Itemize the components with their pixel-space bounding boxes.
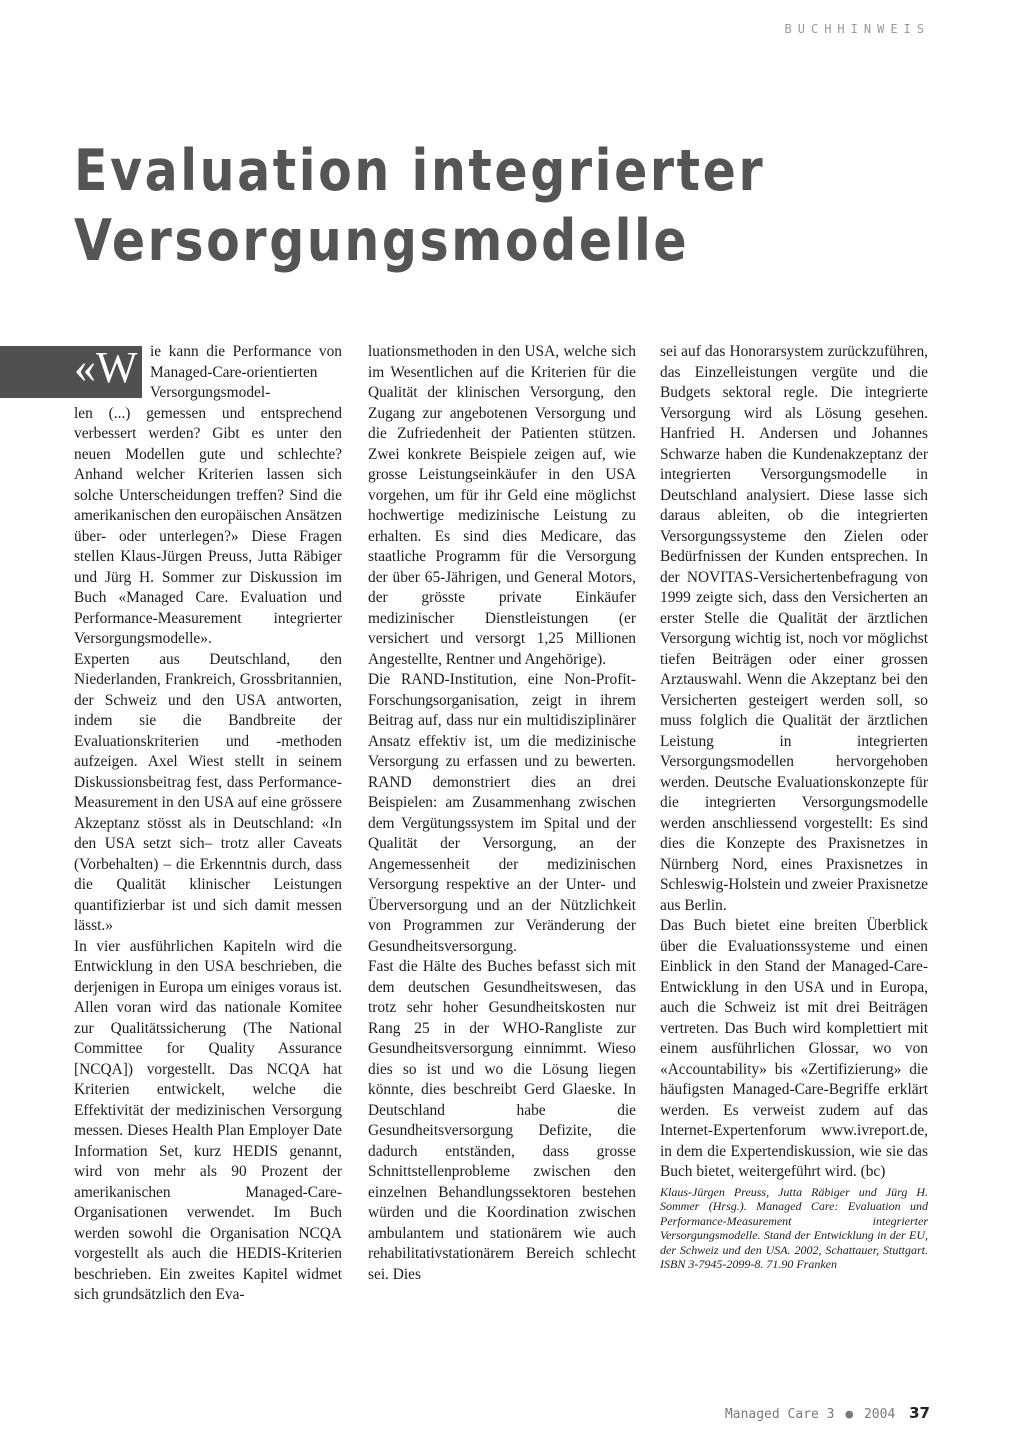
magazine-name: Managed Care xyxy=(724,1407,819,1422)
page-footer xyxy=(725,1404,930,1422)
column-3 xyxy=(660,342,928,1272)
issue-number: 3 xyxy=(826,1407,835,1422)
paragraph: Experten aus Deutschland, den Niederlanden, Frankreich, Grossbritannien, der Schweiz und den USA antworten, indem sie die Bandbreite der Evaluationskriterien und -methoden aufzeigen. Axel Wiest stellt in seinem Diskussionsbeitrag fest, dass Performance-Measurement in den USA auf eine grössere Akzeptanz stösst als in Deutschland: «In den USA setzt sich– trotz aller Caveats (Vorbehalten) – die Erkenntnis durch, dass die Qualität klinischer Leistungen quantifizierbar ist und sich damit messen lässt.» xyxy=(74,650,342,934)
paragraph: Fast die Hälte des Buches befasst sich mit dem deutschen Gesundheitswesen, das trotz sehr hoher Gesundheitskosten nur Rang 25 in der WHO-Rangliste zur Gesundheitsversorgung einnimmt. Wieso dies so ist und wo die Lösung liegen könnte, dies beschreibt Gerd Glaeske. In Deutschland habe die Gesundheitsversorgung Defizite, die dadurch entständen, dass grosse Schnittstellenprobleme zwischen den einzelnen Behandlungssektoren bestehen würden und die Koordination zwischen ambulantem und stationärem wie auch rehabilitativstationärem Bereich schlecht sei. Dies xyxy=(368,958,636,1283)
column-1 xyxy=(74,342,342,1306)
bullet-separator: ● xyxy=(845,1407,854,1422)
article-title: Evaluation integrierter Versorgungsmodelle xyxy=(74,138,766,274)
book-source-citation: Klaus-Jürgen Preuss, Jutta Räbiger und Jürg H. Sommer (Hrsg.). Managed Care: Evaluation und Performance-Measurement integrierter Versorgungsmodelle. Stand der Entwicklung in der EU, der Schweiz und den USA. 2002, Schattauer, Stuttgart. ISBN 3-7945-2099-8. 71.90 Franken xyxy=(660,1184,928,1272)
paragraph: luationsmethoden in den USA, welche sich im Wesentlichen auf die Kriterien für die Qualität der klinischen Versorgung, den Zugang zur angebotenen Versorgung und die Zufriedenheit der Patienten stützen. Zwei konkrete Beispiele zeigen auf, wie grosse Leistungseinkäufer in den USA vorgehen, um für ihr Geld eine möglichst hochwertige medizinische Leistung zu erhalten. Es sind dies Medicare, das staatliche Programm für die Versorgung der über 65-Jährigen, und General Motors, der grösste private Einkäufer medizinischer Dienstleistungen (er versichert und versorgt 1,25 Millionen Angestellte, Rentner und Angehörige). xyxy=(368,343,636,668)
dropcap: «W xyxy=(74,343,138,392)
issue-year: 2004 xyxy=(863,1407,896,1422)
paragraph: Das Buch bietet eine breiten Überblick über die Evaluationssysteme und einen Einblick in den Stand der Managed-Care-Entwicklung in den USA und in Europa, auch die Schweiz ist mit drei Beiträgen vertreten. Das Buch wird komplettiert mit einem ausführlichen Glossar, wo von «Accountability» bis «Zertifizierung» die häufigsten Managed-Care-Begriffe erklärt werden. Es verweist zudem auf das Internet-Expertenforum www.ivreport.de, in dem die Expertendiskussion, wie sie das Buch bietet, weitergeführt wird. (bc) xyxy=(660,917,928,1180)
paragraph-lead: ie kann die Performance von Managed-Care-orientierten Versorgungsmodel- xyxy=(150,343,342,401)
paragraph: sei auf das Honorarsystem zurückzuführen, das Einzelleistungen vergüte und die Budgets sektoral regle. Die integrierte Versorgung wird als Lösung gesehen. Hanfried H. Andersen und Johannes Schwarze haben die Kundenakzeptanz der integrierten Versorgungsmodelle in Deutschland analysiert. Diese lasse sich daraus ableiten, ob die integrierten Versorgungssysteme den Zielen oder Bedürfnissen der Kunden entsprechen. In der NOVITAS-Versichertenbefragung von 1999 zeigte sich, dass den Versicherten an erster Stelle die Qualität der ärztlichen Versorgung wichtig ist, noch vor möglichst tiefen Beiträgen oder einer grossen Arztauswahl. Wenn die Akzeptanz bei den Versicherten gesteigert werden soll, so muss folglich die Qualität der ärztlichen Leistung in integrierten Versorgungsmodellen hervorgehoben werden. Deutsche Evaluationskonzepte für die integrierten Versorgungsmodelle werden anschliessend vorgestellt: Es sind dies die Konzepte des Praxisnetzes in Nürnberg Nord, eines Praxisnetzes in Schleswig-Holstein und zweier Praxisnetze aus Berlin. xyxy=(660,343,928,914)
section-label: BUCHHINWEIS xyxy=(784,22,930,36)
paragraph: len (...) gemessen und entsprechend verbessert werden? Gibt es unter den neuen Modellen gute und schlechte? Anhand welcher Kriterien lassen sich solche Unterscheidungen treffen? Sind die amerikanischen den europäischen Ansätzen über- oder unterlegen?» Diese Fragen stellen Klaus-Jürgen Preuss, Jutta Räbiger und Jürg H. Sommer zur Diskussion im Buch «Managed Care. Evaluation und Performance-Measurement integrierter Versorgungsmodelle». xyxy=(74,404,342,647)
paragraph: In vier ausführlichen Kapiteln wird die Entwicklung in den USA beschrieben, die derjenigen in Europa um einiges voraus ist. Allen voran wird das nationale Komitee zur Qualitätssicherung (The National Committee for Quality Assurance [NCQA]) vorgestellt. Das NCQA hat Kriterien entwickelt, welche die Effektivität der medizinischen Versorgung messen. Dieses Health Plan Employer Date Information Set, kurz HEDIS genannt, wird von mehr als 90 Prozent der amerikanischen Managed-Care-Organisationen verwendet. Im Buch werden sowohl die Organisation NCQA vorgestellt als auch die HEDIS-Kriterien beschrieben. Ein zweites Kapitel widmet sich grundsätzlich den Eva- xyxy=(74,937,342,1303)
paragraph: Die RAND-Institution, eine Non-Profit-Forschungsorganisation, zeigt in ihrem Beitrag auf, dass nur ein multidisziplinärer Ansatz effektiv ist, um die medizinische Versorgung zu erfassen und zu bewerten. RAND demonstriert dies an drei Beispielen: am Zusammenhang zwischen dem Vergütungssystem im Spital und der Qualität der Versorgung, an der Angemessenheit der medizinischen Versorgung respektive an der Unter- und Überversorgung und an der Nützlichkeit von Programmen zur Veränderung der Gesundheitsversorgung. xyxy=(368,671,636,955)
column-2 xyxy=(368,342,636,1285)
page-number: 37 xyxy=(909,1404,930,1422)
